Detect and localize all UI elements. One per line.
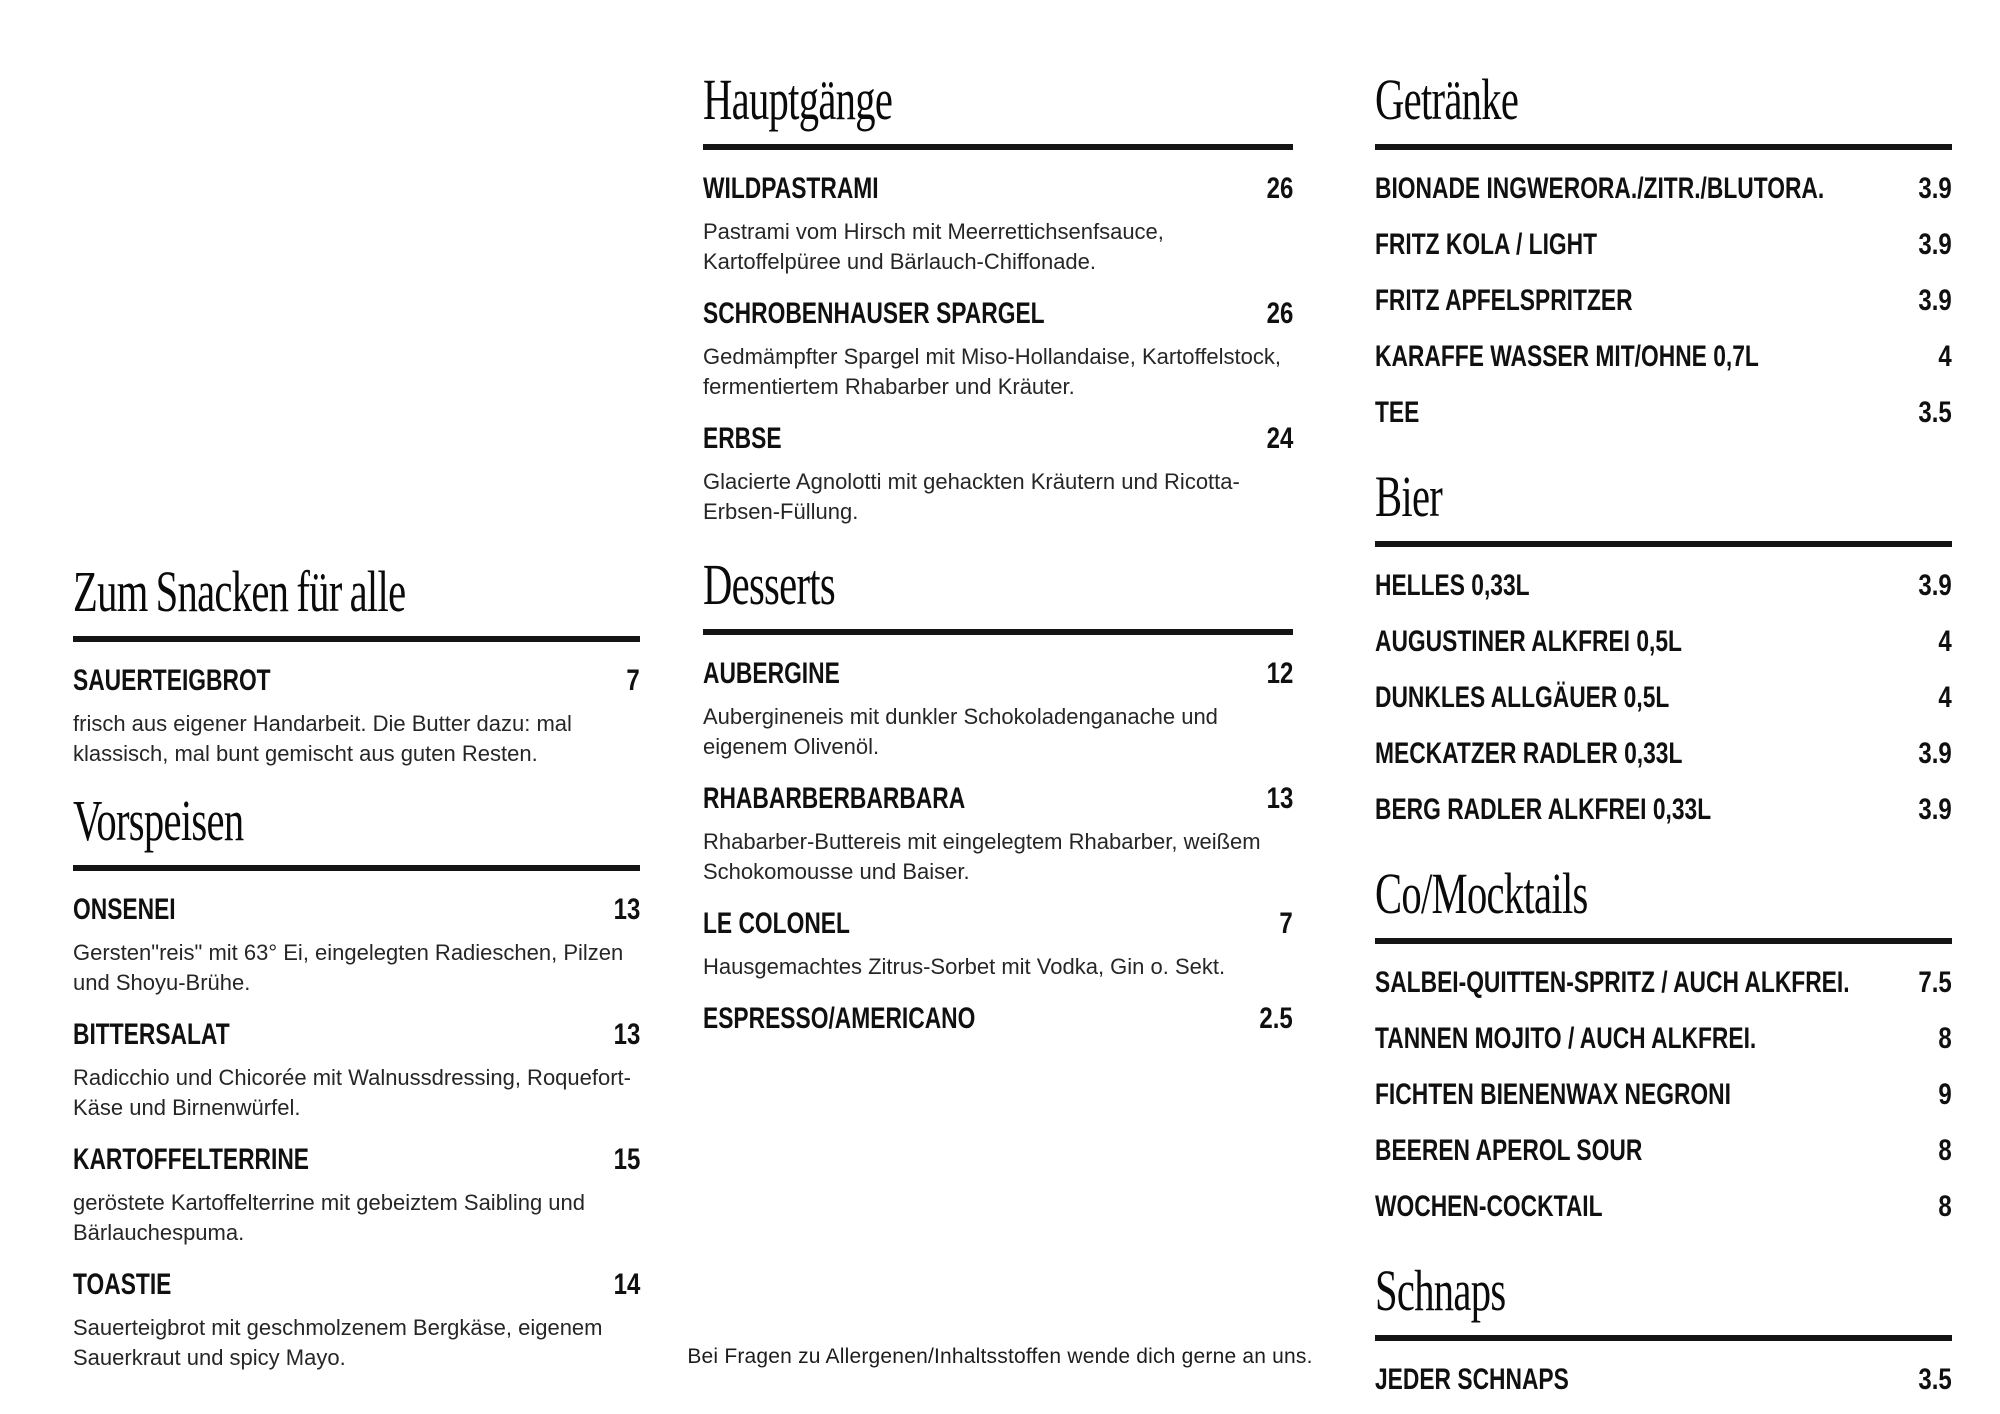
item-price: 12 [1266,657,1293,690]
item-name: WOCHEN-COCKTAIL [1375,1190,1603,1223]
item-price: 8 [1938,1022,1952,1055]
section-items [703,635,1293,1041]
item-description: Sauerteigbrot mit geschmolzenem Bergkäse, eigenem Sauerkraut und spicy Mayo. [73,1315,603,1370]
item-row [703,1002,1293,1041]
menu-item [1375,966,1952,1005]
item-description: Hausgemachtes Zitrus-Sorbet mit Vodka, Gin o. Sekt. [703,954,1226,979]
menu-item [703,172,1293,277]
section-items [73,871,640,1373]
menu-item [1375,340,1952,379]
section-heading: Bier [1375,464,1443,529]
item-price: 24 [1266,422,1293,455]
menu-item [1375,625,1952,664]
section-heading: Zum Snacken für alle [73,559,406,624]
item-row [73,1018,640,1057]
menu-item [703,1002,1293,1041]
menu-item [73,893,640,998]
menu-item [73,664,640,769]
item-row [73,1268,640,1307]
item-name: WILDPASTRAMI [703,172,879,205]
item-price: 3.5 [1918,396,1952,429]
menu-item [73,1143,640,1248]
item-price: 2.5 [1259,1002,1293,1035]
item-description: Gedmämpfter Spargel mit Miso-Hollandaise, Kartoffelstock, fermentiertem Rhabarber und Kräuter. [703,344,1281,399]
item-price: 13 [613,1018,640,1051]
item-name: DUNKLES ALLGÄUER 0,5L [1375,681,1670,714]
section-co-mocktails [1375,862,1952,1229]
item-price: 3.9 [1918,228,1952,261]
section-heading: Vorspeisen [73,788,244,853]
section-schnaps [1375,1259,1952,1402]
item-name: TEE [1375,396,1420,429]
menu-item [1375,228,1952,267]
item-row [73,664,640,703]
column-center [703,0,1293,1061]
menu-item [1375,284,1952,323]
item-name: FRITZ APFELSPRITZER [1375,284,1633,317]
item-name: HELLES 0,33L [1375,569,1530,602]
item-description: Gersten"reis" mit 63° Ei, eingelegten Radieschen, Pilzen und Shoyu-Brühe. [73,940,624,995]
menu-item [1375,681,1952,720]
menu-item [1375,1022,1952,1061]
item-name: BEEREN APEROL SOUR [1375,1134,1643,1167]
item-name: LE COLONEL [703,907,850,940]
menu-item [1375,1134,1952,1173]
item-row [703,782,1293,821]
item-name: BIONADE INGWERORA./ZITR./BLUTORA. [1375,172,1825,205]
section-items [1375,150,1952,435]
menu-item [703,422,1293,527]
section-bier [1375,465,1952,832]
menu-item [703,907,1293,982]
item-name: KARTOFFELTERRINE [73,1143,310,1176]
section-getraenke [1375,68,1952,435]
item-row [703,172,1293,211]
item-name: SALBEI-QUITTEN-SPRITZ / AUCH ALKFREI. [1375,966,1850,999]
section-heading: Desserts [703,552,835,617]
menu-item [703,657,1293,762]
item-price: 7.5 [1918,966,1952,999]
item-description: Pastrami vom Hirsch mit Meerrettichsenfsauce, Kartoffelpüree und Bärlauch-Chiffonade. [703,219,1164,274]
item-name: TOASTIE [73,1268,172,1301]
item-name: AUGUSTINER ALKFREI 0,5L [1375,625,1682,658]
item-row [703,297,1293,336]
item-price: 3.5 [1918,1363,1952,1396]
item-row [73,1143,640,1182]
item-name: AUBERGINE [703,657,840,690]
menu-item [1375,569,1952,608]
section-items [1375,944,1952,1229]
section-items [73,642,640,769]
item-price: 3.9 [1918,737,1952,770]
item-price: 14 [613,1268,640,1301]
item-price: 3.9 [1918,569,1952,602]
section-heading: Schnaps [1375,1258,1506,1323]
item-row [703,907,1293,946]
menu-item [703,782,1293,887]
item-description: geröstete Kartoffelterrine mit gebeiztem Saibling und Bärlauchespuma. [73,1190,585,1245]
column-left [73,0,640,1393]
item-row [73,893,640,932]
item-name: SAUERTEIGBROT [73,664,271,697]
item-name: RHABARBERBARBARA [703,782,966,815]
section-zum-snacken [73,560,640,769]
item-name: FICHTEN BIENENWAX NEGRONI [1375,1078,1731,1111]
item-price: 8 [1938,1134,1952,1167]
item-row [703,422,1293,461]
item-price: 13 [613,893,640,926]
item-description: Aubergineneis mit dunkler Schokoladenganache und eigenem Olivenöl. [703,704,1218,759]
item-description: frisch aus eigener Handarbeit. Die Butter dazu: mal klassisch, mal bunt gemischt aus guten Resten. [73,711,572,766]
item-row [703,657,1293,696]
item-price: 9 [1938,1078,1952,1111]
section-items [1375,547,1952,832]
item-name: KARAFFE WASSER MIT/OHNE 0,7L [1375,340,1759,373]
item-price: 15 [613,1143,640,1176]
section-desserts [703,553,1293,1041]
column-right [1375,0,1952,1402]
item-description: Glacierte Agnolotti mit gehackten Kräutern und Ricotta-Erbsen-Füllung. [703,469,1240,524]
item-price: 4 [1938,681,1952,714]
item-price: 4 [1938,625,1952,658]
item-name: MECKATZER RADLER 0,33L [1375,737,1683,770]
item-price: 4 [1938,340,1952,373]
section-hauptgaenge [703,68,1293,527]
menu-item [73,1018,640,1123]
item-description: Rhabarber-Buttereis mit eingelegtem Rhabarber, weißem Schokomousse und Baiser. [703,829,1261,884]
item-price: 8 [1938,1190,1952,1223]
menu-item [1375,172,1952,211]
section-heading: Co/Mocktails [1375,861,1588,926]
section-heading: Getränke [1375,67,1519,132]
section-vorspeisen [73,789,640,1373]
item-price: 3.9 [1918,172,1952,205]
item-name: ONSENEI [73,893,176,926]
item-name: ESPRESSO/AMERICANO [703,1002,976,1035]
item-price: 13 [1266,782,1293,815]
item-price: 7 [1279,907,1293,940]
section-items [703,150,1293,527]
item-name: TANNEN MOJITO / AUCH ALKFREI. [1375,1022,1757,1055]
item-price: 7 [626,664,640,697]
menu-item [703,297,1293,402]
menu-item [1375,793,1952,832]
item-name: JEDER SCHNAPS [1375,1363,1569,1396]
item-name: BERG RADLER ALKFREI 0,33L [1375,793,1712,826]
item-name: FRITZ KOLA / LIGHT [1375,228,1598,261]
allergen-note: Bei Fragen zu Allergenen/Inhaltsstoffen wende dich gerne an uns. [687,1345,1313,1368]
menu-item [1375,1078,1952,1117]
section-heading: Hauptgänge [703,67,893,132]
item-name: SCHROBENHAUSER SPARGEL [703,297,1045,330]
item-price: 3.9 [1918,284,1952,317]
item-name: ERBSE [703,422,782,455]
menu-item [1375,396,1952,435]
item-description: Radicchio und Chicorée mit Walnussdressing, Roquefort-Käse und Birnenwürfel. [73,1065,631,1120]
item-price: 26 [1266,172,1293,205]
item-price: 3.9 [1918,793,1952,826]
item-name: BITTERSALAT [73,1018,230,1051]
menu-item [1375,737,1952,776]
menu-item [1375,1190,1952,1229]
item-price: 26 [1266,297,1293,330]
